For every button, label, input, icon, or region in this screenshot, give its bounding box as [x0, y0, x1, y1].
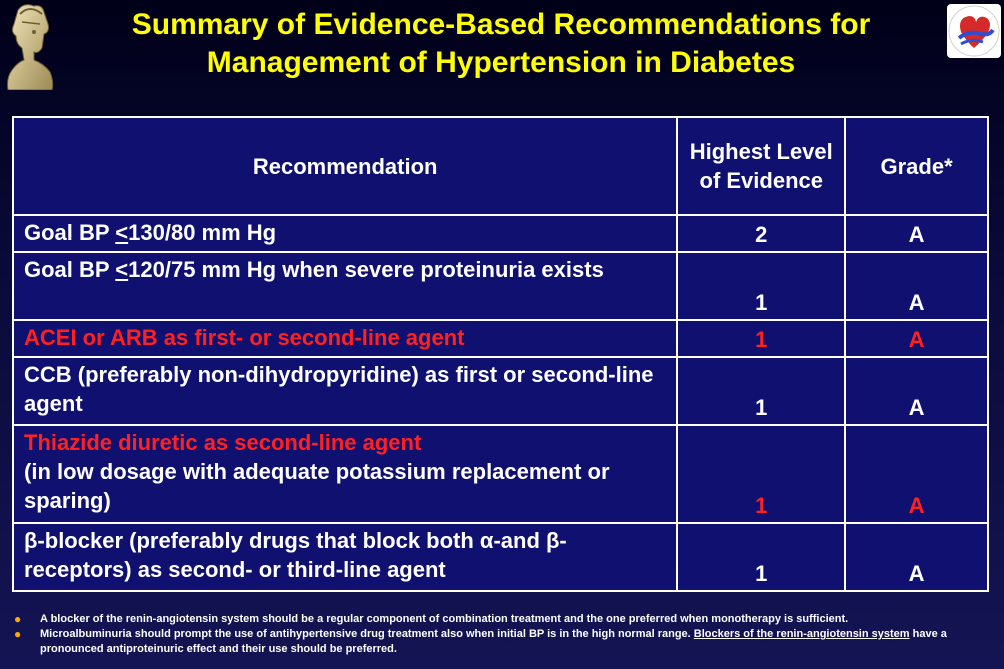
- recommendation-cell: [13, 425, 677, 523]
- recommendations-table: [12, 116, 989, 592]
- evidence-cell: 2: [677, 215, 845, 252]
- bullet-icon: ●: [14, 612, 22, 626]
- header-evidence: Highest Level of Evidence: [677, 117, 845, 215]
- grade-cell: A: [845, 252, 988, 320]
- evidence-cell: 1: [677, 320, 845, 357]
- helmet-statue-logo-icon: [4, 2, 58, 90]
- grade-cell: A: [845, 425, 988, 523]
- recommendation-cell: ACEI or ARB as first- or second-line agent: [13, 320, 677, 357]
- footnote-item: ● A blocker of the renin-angiotensin system should be a regular component of combination treatment and the one preferred when monotherapy is sufficient.: [14, 612, 849, 626]
- grade-cell: A: [845, 523, 988, 591]
- evidence-cell: 1: [677, 357, 845, 425]
- table-row: [13, 523, 988, 591]
- evidence-cell: 1: [677, 252, 845, 320]
- bullet-icon: ●: [14, 627, 22, 641]
- recommendation-cell: Goal BP <120/75 mm Hg when severe proteinuria exists: [13, 252, 677, 320]
- title-line-2: Management of Hypertension in Diabetes: [206, 46, 796, 79]
- table-row: [13, 215, 988, 252]
- table-row: [13, 320, 988, 357]
- footnote-item: ● Microalbuminuria should prompt the use of antihypertensive drug treatment also when initial BP is in the high normal range. Blockers of the renin-angiotensin system have a pronounced antiproteinuric effect and their use should be preferred.: [14, 627, 947, 655]
- recommendation-cell: Goal BP <130/80 mm Hg: [13, 215, 677, 252]
- table-header-row: [13, 117, 988, 215]
- heart-emblem-logo-icon: [947, 4, 1001, 58]
- slide-title: [60, 6, 942, 82]
- header-grade: Grade*: [845, 117, 988, 215]
- table-row: [13, 425, 988, 523]
- grade-cell: A: [845, 357, 988, 425]
- evidence-cell: 1: [677, 523, 845, 591]
- recommendation-cell: β-blocker (preferably drugs that block both α-and β-receptors) as second- or third-line agent: [13, 523, 677, 591]
- evidence-cell: 1: [677, 425, 845, 523]
- recommendation-cell: CCB (preferably non-dihydropyridine) as first or second-line agent: [13, 357, 677, 425]
- grade-cell: A: [845, 215, 988, 252]
- grade-cell: A: [845, 320, 988, 357]
- header-recommendation: Recommendation: [13, 117, 677, 215]
- renin-angiotensin-link[interactable]: Blockers of the renin-angiotensin system: [693, 628, 910, 640]
- footnotes: [14, 612, 992, 657]
- title-line-1: Summary of Evidence-Based Recommendations for: [131, 8, 871, 41]
- table-row: [13, 357, 988, 425]
- recommendation-detail: (in low dosage with adequate potassium replacement or sparing): [24, 459, 610, 513]
- recommendation-highlight: Thiazide diuretic as second-line agent: [24, 430, 422, 455]
- table-row: [13, 252, 988, 320]
